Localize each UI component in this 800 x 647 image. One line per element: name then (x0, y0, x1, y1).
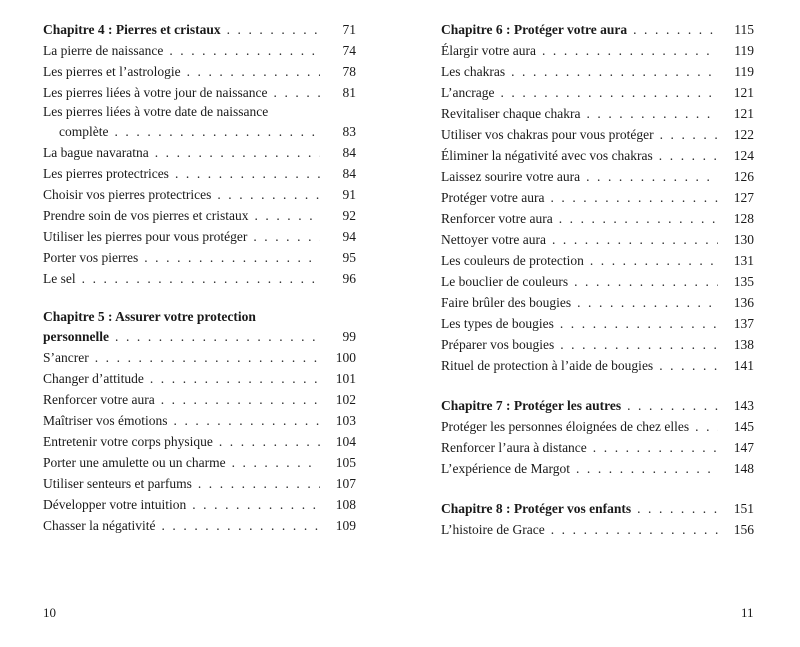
toc-entry-title: Changer d’attitude (43, 371, 144, 386)
leader-dots (637, 498, 718, 519)
chapter-7-section (441, 395, 754, 479)
leader-dots (114, 121, 320, 142)
leader-dots (660, 124, 718, 145)
page-number: 71 (342, 22, 356, 37)
page-number: 78 (342, 64, 356, 79)
toc-entry (441, 458, 754, 479)
leader-dots (552, 229, 718, 250)
leader-dots (627, 395, 718, 416)
toc-entry-title: L’expérience de Margot (441, 461, 570, 476)
toc-entry (43, 61, 356, 82)
toc-entry-title: Chasser la négativité (43, 518, 156, 533)
leader-dots (253, 226, 320, 247)
leader-dots (593, 437, 718, 458)
toc-entry (441, 334, 754, 355)
right-page (441, 19, 754, 559)
leader-dots (217, 184, 320, 205)
page-number: 124 (733, 148, 754, 163)
toc-entry-title: Le bouclier de couleurs (441, 274, 569, 289)
toc-entry (441, 519, 754, 540)
leader-dots (659, 145, 718, 166)
page-number: 141 (733, 358, 754, 373)
chapter-8-section (441, 498, 754, 540)
toc-entry-title: La pierre de naissance (43, 43, 164, 58)
leader-dots (542, 40, 718, 61)
toc-entry-title: Le sel (43, 271, 76, 286)
leader-dots (586, 103, 718, 124)
page-number: 121 (733, 106, 754, 121)
toc-entry-title: complète (59, 124, 109, 139)
toc-entry (441, 145, 754, 166)
toc-entry (43, 226, 356, 247)
page-number: 119 (734, 64, 754, 79)
page-number: 96 (342, 271, 356, 286)
leader-dots (232, 452, 320, 473)
page-number: 119 (734, 43, 754, 58)
leader-dots (511, 61, 718, 82)
page-number: 84 (342, 166, 356, 181)
toc-entry-title: Porter vos pierres (43, 250, 139, 265)
toc-entry (441, 40, 754, 61)
toc-entry (441, 61, 754, 82)
leader-dots (560, 313, 718, 334)
leader-dots (559, 208, 718, 229)
page-number: 108 (335, 497, 356, 512)
leader-dots (500, 82, 718, 103)
toc-entry (43, 473, 356, 494)
leader-dots (144, 247, 320, 268)
toc-entry-title: L’histoire de Grace (441, 522, 545, 537)
leader-dots (551, 519, 718, 540)
leader-dots (175, 163, 320, 184)
chapter-4-heading (43, 19, 356, 40)
leader-dots (590, 250, 718, 271)
leader-dots (574, 271, 718, 292)
toc-entry (43, 163, 356, 184)
toc-entry-title: Maîtriser vos émotions (43, 413, 168, 428)
chapter-8-heading (441, 498, 754, 519)
toc-entry (441, 250, 754, 271)
leader-dots (198, 473, 320, 494)
page-number: 84 (342, 145, 356, 160)
toc-entry (441, 292, 754, 313)
toc-entry (43, 347, 356, 368)
toc-entry-title: Les types de bougies (441, 316, 554, 331)
chapter-4-section (43, 19, 356, 289)
leader-dots (586, 166, 718, 187)
toc-entry (43, 431, 356, 452)
page-number: 83 (342, 124, 356, 139)
toc-entry (43, 121, 356, 142)
leader-dots (155, 142, 320, 163)
leader-dots (95, 347, 320, 368)
toc-entry-title: Rituel de protection à l’aide de bougies (441, 358, 654, 373)
toc-entry (43, 368, 356, 389)
toc-entry (43, 452, 356, 473)
page-number: 101 (335, 371, 356, 386)
toc-entry (43, 184, 356, 205)
toc-entry-title: Éliminer la négativité avec vos chakras (441, 148, 653, 163)
chapter-6-heading (441, 19, 754, 40)
toc-entry-title: Choisir vos pierres protectrices (43, 187, 212, 202)
toc-entry (43, 515, 356, 536)
toc-entry (441, 313, 754, 334)
leader-dots (161, 515, 320, 536)
leader-dots (550, 187, 718, 208)
chapter-5-section (43, 308, 356, 536)
page-number: 107 (335, 476, 356, 491)
toc-entry-title: Prendre soin de vos pierres et cristaux (43, 208, 249, 223)
leader-dots (150, 368, 320, 389)
toc-entry (441, 208, 754, 229)
page-number: 128 (733, 211, 754, 226)
chapter-title: Chapitre 4 : Pierres et cristaux (43, 22, 221, 37)
leader-dots (161, 389, 320, 410)
toc-entry-title: Renforcer votre aura (43, 392, 155, 407)
leader-dots (174, 410, 321, 431)
page-number: 81 (342, 85, 356, 100)
toc-entry-wrap-line: Les pierres liées à votre date de naissance (43, 104, 269, 119)
leader-dots (254, 205, 320, 226)
toc-entry (441, 187, 754, 208)
toc-entry-title: Faire brûler des bougies (441, 295, 572, 310)
chapter-7-heading (441, 395, 754, 416)
toc-entry-title: Laissez sourire votre aura (441, 169, 581, 184)
leader-dots (576, 458, 718, 479)
toc-entry-title: Développer votre intuition (43, 497, 187, 512)
left-page (43, 19, 356, 555)
page-number: 91 (342, 187, 356, 202)
toc-entry-title: Les chakras (441, 64, 506, 79)
toc-entry (441, 166, 754, 187)
toc-entry (43, 494, 356, 515)
leader-dots (187, 61, 320, 82)
page-number: 109 (335, 518, 356, 533)
page-number: 151 (733, 501, 754, 516)
toc-entry-title: Revitaliser chaque chakra (441, 106, 581, 121)
page-number: 126 (733, 169, 754, 184)
toc-entry (43, 247, 356, 268)
page-number: 143 (733, 398, 754, 413)
toc-entry (43, 40, 356, 61)
toc-entry (43, 205, 356, 226)
toc-entry (441, 103, 754, 124)
toc-entry (441, 437, 754, 458)
chapter-5-heading-line: Chapitre 5 : Assurer votre protection (43, 309, 256, 324)
page-number: 100 (335, 350, 356, 365)
leader-dots (169, 40, 320, 61)
toc-entry-title: Les pierres liées à votre jour de naissance (43, 85, 268, 100)
page-number: 130 (733, 232, 754, 247)
toc-entry-title: S’ancrer (43, 350, 89, 365)
toc-entry-title: Utiliser senteurs et parfums (43, 476, 192, 491)
page-number: 105 (335, 455, 356, 470)
toc-entry (441, 271, 754, 292)
toc-entry-title: Les couleurs de protection (441, 253, 584, 268)
page-number: 115 (734, 22, 754, 37)
page-number: 74 (342, 43, 356, 58)
page-folio-left: 10 (43, 605, 56, 620)
toc-entry-title: Les pierres protectrices (43, 166, 169, 181)
chapter-title: personnelle (43, 329, 109, 344)
toc-entry (43, 142, 356, 163)
page-number: 135 (733, 274, 754, 289)
page-number: 147 (733, 440, 754, 455)
page-number: 104 (335, 434, 356, 449)
page-number: 148 (733, 461, 754, 476)
toc-entry-title: Porter une amulette ou un charme (43, 455, 226, 470)
leader-dots (274, 82, 320, 103)
toc-entry-title: L’ancrage (441, 85, 495, 100)
toc-entry-title: Préparer vos bougies (441, 337, 555, 352)
page-number: 127 (733, 190, 754, 205)
toc-entry (43, 268, 356, 289)
page-number: 121 (733, 85, 754, 100)
page-number: 122 (733, 127, 754, 142)
page-number: 156 (733, 522, 754, 537)
toc-entry-title: Les pierres et l’astrologie (43, 64, 181, 79)
leader-dots (219, 431, 320, 452)
toc-entry (441, 82, 754, 103)
chapter-title: Chapitre 7 : Protéger les autres (441, 398, 622, 413)
toc-entry-title: La bague navaratna (43, 145, 149, 160)
leader-dots (192, 494, 320, 515)
page-number: 138 (733, 337, 754, 352)
page-number: 136 (733, 295, 754, 310)
leader-dots (633, 19, 718, 40)
page-number: 145 (733, 419, 754, 434)
page-number: 137 (733, 316, 754, 331)
page-number: 102 (335, 392, 356, 407)
leader-dots (227, 19, 320, 40)
toc-entry (441, 229, 754, 250)
toc-entry-title: Élargir votre aura (441, 43, 536, 58)
toc-entry-title: Nettoyer votre aura (441, 232, 546, 247)
toc-entry-title: Renforcer l’aura à distance (441, 440, 587, 455)
leader-dots (82, 268, 320, 289)
chapter-title: Chapitre 8 : Protéger vos enfants (441, 501, 632, 516)
toc-entry (441, 416, 754, 437)
leader-dots (115, 326, 320, 347)
toc-entry (441, 124, 754, 145)
toc-entry-title: Utiliser vos chakras pour vous protéger (441, 127, 654, 142)
chapter-title: Chapitre 6 : Protéger votre aura (441, 22, 628, 37)
leader-dots (659, 355, 718, 376)
page-number: 103 (335, 413, 356, 428)
toc-entry-title: Protéger les personnes éloignées de chez elles (441, 419, 690, 434)
page-folio-right: 11 (741, 605, 754, 620)
page-number: 95 (342, 250, 356, 265)
chapter-5-heading (43, 326, 356, 347)
toc-entry-title: Protéger votre aura (441, 190, 545, 205)
toc-entry (43, 82, 356, 103)
toc-entry-title: Entretenir votre corps physique (43, 434, 213, 449)
toc-entry (43, 389, 356, 410)
toc-entry-title: Utiliser les pierres pour vous protéger (43, 229, 248, 244)
leader-dots (695, 416, 718, 437)
toc-entry (43, 410, 356, 431)
toc-entry (441, 355, 754, 376)
page-number: 131 (733, 253, 754, 268)
page-number: 92 (342, 208, 356, 223)
toc-entry-title: Renforcer votre aura (441, 211, 553, 226)
chapter-6-section (441, 19, 754, 376)
page-number: 94 (342, 229, 356, 244)
leader-dots (577, 292, 718, 313)
page-number: 99 (342, 329, 356, 344)
leader-dots (560, 334, 718, 355)
